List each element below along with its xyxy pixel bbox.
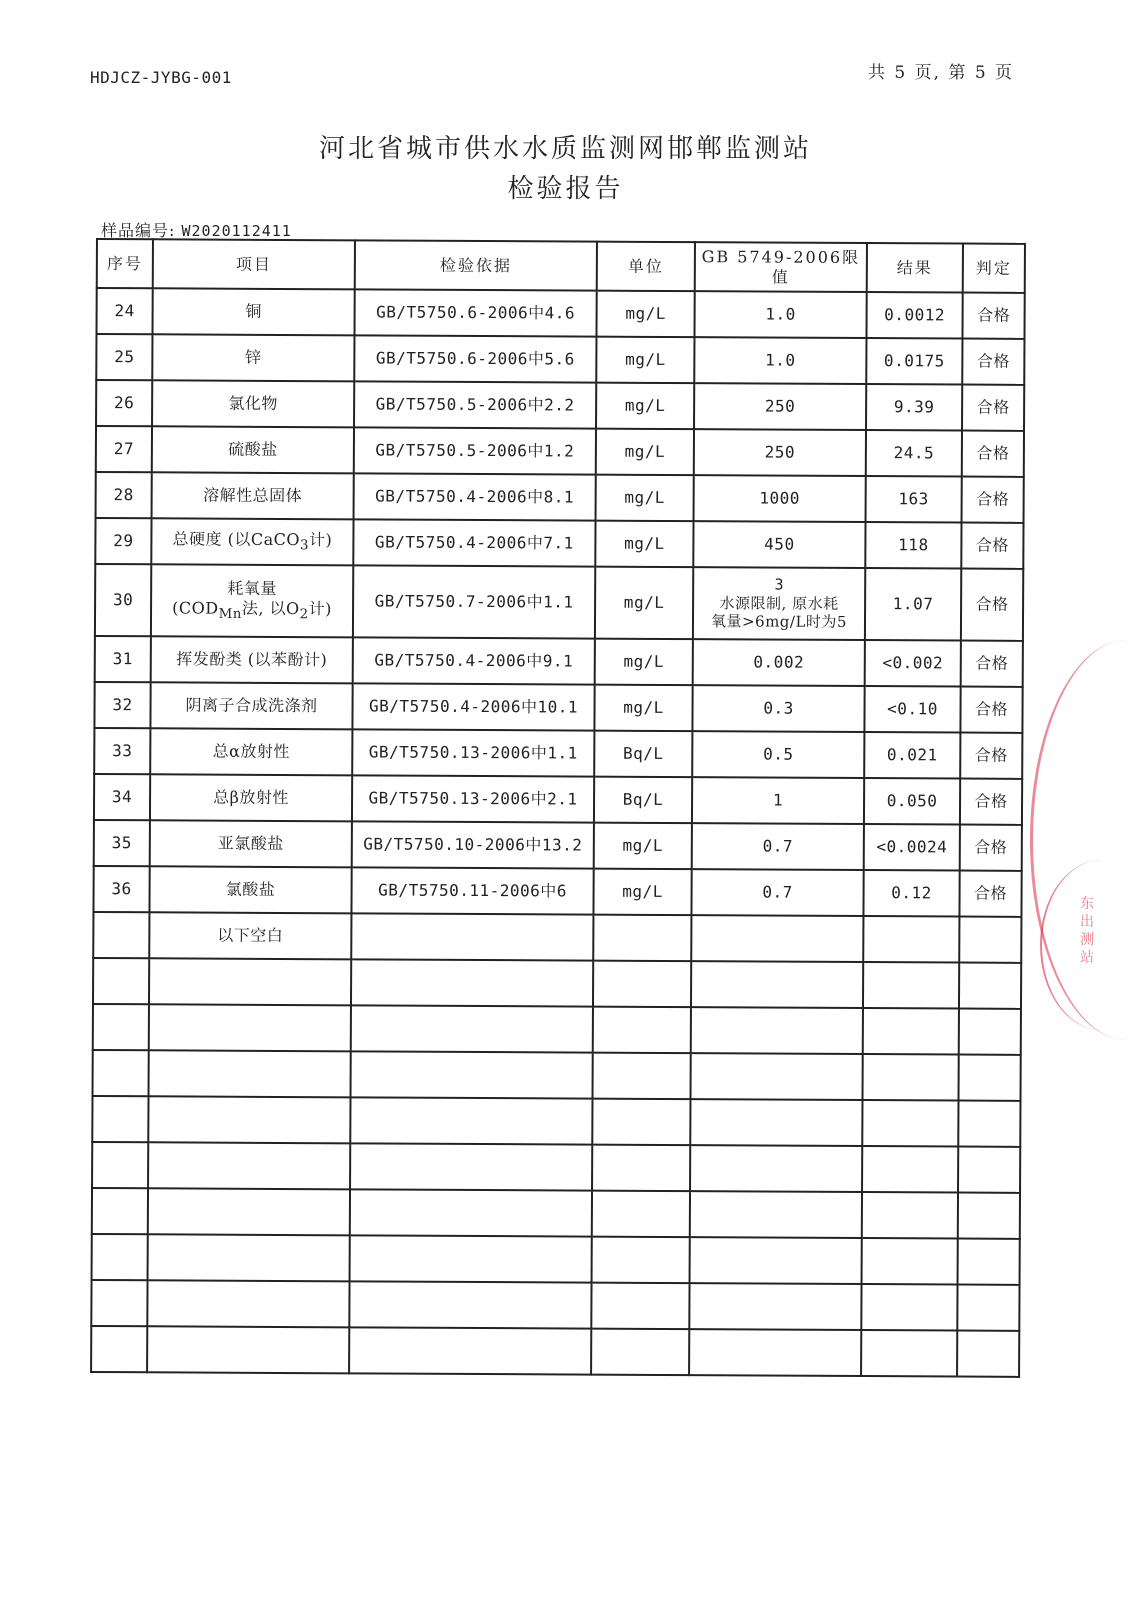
blank-cell	[148, 1188, 350, 1235]
seal-stamp-text: 东 出 测 站	[1080, 896, 1094, 966]
table-row	[95, 518, 1023, 569]
item-subscript: Mn	[218, 606, 242, 622]
row-limit: 1	[692, 777, 864, 824]
blank-cell	[349, 1327, 591, 1374]
row-no: 33	[94, 728, 150, 774]
blank-cell	[91, 1326, 147, 1372]
table-row	[95, 636, 1023, 687]
limit-line: 水源限制, 原水耗	[719, 593, 839, 613]
row-method: GB/T5750.11-2006中6	[351, 867, 593, 914]
item-subscript: 3	[299, 537, 310, 553]
header-limit: GB 5749-2006限值	[695, 242, 867, 292]
blank-cell	[958, 1193, 1020, 1239]
blank-cell	[690, 1053, 862, 1100]
blank-cell	[689, 1329, 861, 1376]
row-unit: mg/L	[595, 639, 693, 686]
blank-cell	[690, 1191, 862, 1238]
blank-cell	[147, 1280, 349, 1327]
row-judge: 合格	[960, 825, 1022, 871]
blank-cell	[351, 1005, 593, 1052]
row-method: GB/T5750.7-2006中1.1	[353, 565, 595, 638]
table-row	[96, 426, 1024, 477]
blank-cell	[93, 1004, 149, 1050]
item-text: (COD	[172, 597, 219, 618]
row-limit: 0.7	[692, 823, 864, 870]
blank-cell	[92, 1188, 148, 1234]
row-unit: mg/L	[596, 383, 694, 430]
row-unit: mg/L	[596, 291, 694, 338]
row-judge: 合格	[962, 477, 1024, 523]
header-judge: 判定	[963, 244, 1025, 293]
blank-cell	[93, 1050, 149, 1096]
blank-cell	[691, 1007, 863, 1054]
table-row	[96, 288, 1024, 339]
header-method: 检验依据	[355, 240, 597, 290]
blank-cell	[593, 1053, 691, 1100]
row-item: 挥发酚类 (以苯酚计)	[151, 636, 353, 683]
blank-note-row	[93, 912, 1021, 963]
table-row	[96, 334, 1024, 385]
row-item: 总α放射性	[150, 728, 352, 775]
blank-cell	[351, 1051, 593, 1098]
blank-cell	[349, 1281, 591, 1328]
row-no: 25	[96, 334, 152, 380]
blank-cell	[959, 1009, 1021, 1055]
blank-cell	[350, 1097, 592, 1144]
blank-cell	[959, 917, 1021, 963]
row-method: GB/T5750.4-2006中7.1	[353, 519, 595, 566]
row-judge: 合格	[959, 871, 1021, 917]
row-item	[151, 518, 353, 565]
row-no: 29	[95, 518, 151, 564]
row-limit: 450	[693, 521, 865, 568]
table-row	[96, 472, 1024, 523]
row-result: 0.021	[864, 732, 960, 779]
item-text: 计)	[308, 529, 333, 549]
empty-row	[91, 1326, 1019, 1377]
row-no: 24	[96, 288, 152, 334]
empty-row	[92, 1188, 1020, 1239]
row-result: 118	[865, 522, 961, 569]
row-unit: mg/L	[596, 475, 694, 522]
row-no: 30	[95, 564, 151, 636]
item-text: 总硬度 (以CaCO	[172, 528, 301, 549]
blank-cell	[957, 1285, 1019, 1331]
blank-cell	[862, 1054, 958, 1101]
row-judge: 合格	[962, 431, 1024, 477]
table-row	[94, 774, 1022, 825]
empty-row	[92, 1142, 1020, 1193]
table-header-row	[97, 239, 1025, 293]
row-result: 0.0175	[866, 338, 962, 385]
blank-cell	[862, 1192, 958, 1239]
row-result: 0.0012	[866, 292, 962, 339]
row-unit: mg/L	[594, 685, 692, 732]
row-limit: 250	[694, 383, 866, 430]
row-method: GB/T5750.5-2006中1.2	[354, 427, 596, 474]
empty-row	[93, 1004, 1021, 1055]
limit-line: 3	[774, 575, 784, 594]
row-unit: Bq/L	[594, 731, 692, 778]
blank-cell	[350, 1143, 592, 1190]
row-limit	[693, 567, 865, 640]
blank-cell	[592, 1145, 690, 1192]
row-item: 锌	[152, 334, 354, 381]
row-item: 总β放射性	[150, 774, 352, 821]
table-row	[94, 682, 1022, 733]
blank-cell	[861, 1330, 957, 1377]
row-limit: 0.5	[692, 731, 864, 778]
blank-cell	[958, 1239, 1020, 1285]
row-item: 亚氯酸盐	[150, 820, 352, 867]
row-no: 28	[96, 472, 152, 518]
row-unit: Bq/L	[594, 777, 692, 824]
table-row	[93, 866, 1021, 917]
blank-cell	[690, 1145, 862, 1192]
header-unit: 单位	[597, 242, 695, 292]
blank-cell	[862, 1238, 958, 1285]
item-formula	[152, 598, 352, 624]
row-no: 27	[96, 426, 152, 472]
empty-row	[93, 958, 1021, 1009]
blank-cell	[958, 1101, 1020, 1147]
blank-cell	[149, 1050, 351, 1097]
blank-cell	[691, 961, 863, 1008]
row-method: GB/T5750.5-2006中2.2	[354, 381, 596, 428]
table-row	[94, 820, 1022, 871]
blank-cell	[863, 916, 959, 963]
blank-cell	[690, 1237, 862, 1284]
blank-cell	[690, 1099, 862, 1146]
row-result: <0.0024	[864, 824, 960, 871]
blank-cell	[148, 1142, 350, 1189]
row-method: GB/T5750.4-2006中10.1	[352, 683, 594, 730]
result-table	[90, 238, 1026, 1378]
row-unit: mg/L	[593, 869, 691, 916]
blank-cell	[351, 959, 593, 1006]
row-judge: 合格	[962, 293, 1024, 339]
row-judge: 合格	[960, 779, 1022, 825]
blank-cell	[863, 1008, 959, 1055]
item-text: 法, 以O	[241, 598, 300, 618]
header-no: 序号	[97, 239, 153, 288]
row-item: 氯酸盐	[149, 866, 351, 913]
row-method: GB/T5750.4-2006中8.1	[354, 473, 596, 520]
row-method: GB/T5750.6-2006中4.6	[354, 289, 596, 336]
row-limit: 0.7	[691, 869, 863, 916]
blank-cell	[92, 1234, 148, 1280]
blank-note: 以下空白	[149, 912, 351, 959]
blank-cell	[92, 1096, 148, 1142]
row-result: 24.5	[866, 430, 962, 477]
row-result: 0.12	[863, 870, 959, 917]
row-no: 35	[94, 820, 150, 866]
report-title-org: 河北省城市供水水质监测网邯郸监测站	[318, 134, 812, 164]
header-result: 结果	[867, 243, 963, 293]
row-unit: mg/L	[596, 337, 694, 384]
blank-cell	[861, 1284, 957, 1331]
blank-cell	[351, 913, 593, 960]
blank-cell	[91, 1280, 147, 1326]
row-unit: mg/L	[594, 823, 692, 870]
item-text: 耗氧量	[227, 578, 277, 598]
blank-cell	[959, 963, 1021, 1009]
seal-stamp-arc	[1030, 640, 1131, 1040]
row-unit: mg/L	[596, 429, 694, 476]
row-result: <0.10	[864, 686, 960, 733]
row-no: 34	[94, 774, 150, 820]
document-code: HDJCZ-JYBG-001	[90, 68, 232, 87]
row-item: 溶解性总固体	[152, 472, 354, 519]
sample-number-label: 样品编号:	[101, 221, 176, 240]
row-judge: 合格	[960, 687, 1022, 733]
blank-cell	[92, 1142, 148, 1188]
row-method: GB/T5750.13-2006中2.1	[352, 775, 594, 822]
empty-row	[93, 1050, 1021, 1101]
row-result: <0.002	[865, 640, 961, 687]
limit-line: 氧量>6mg/L时为5	[710, 612, 848, 632]
blank-cell	[148, 1096, 350, 1143]
blank-cell	[593, 915, 691, 962]
row-judge: 合格	[961, 569, 1023, 641]
row-item: 硫酸盐	[152, 426, 354, 473]
row-item	[151, 564, 353, 637]
blank-cell	[958, 1147, 1020, 1193]
row-limit: 1000	[694, 475, 866, 522]
row-result: 163	[866, 476, 962, 523]
row-judge: 合格	[961, 523, 1023, 569]
table-row	[94, 728, 1022, 779]
blank-cell	[862, 1146, 958, 1193]
header-item: 项目	[153, 239, 355, 289]
blank-cell	[149, 958, 351, 1005]
blank-cell	[93, 958, 149, 1004]
empty-row	[91, 1280, 1019, 1331]
blank-cell	[958, 1055, 1020, 1101]
item-subscript: 2	[299, 606, 309, 622]
sample-number-value: W2020112411	[181, 222, 292, 240]
row-result: 9.39	[866, 384, 962, 431]
empty-row	[92, 1096, 1020, 1147]
blank-cell	[592, 1099, 690, 1146]
item-text: 计)	[308, 598, 332, 618]
blank-cell	[593, 1007, 691, 1054]
blank-cell	[863, 962, 959, 1009]
blank-cell	[147, 1326, 349, 1373]
blank-cell	[591, 1283, 689, 1330]
row-method: GB/T5750.13-2006中1.1	[352, 729, 594, 776]
blank-cell	[592, 1191, 690, 1238]
row-judge: 合格	[961, 641, 1023, 687]
table-row	[96, 380, 1024, 431]
report-title: 检验报告	[507, 174, 624, 204]
row-limit: 1.0	[694, 337, 866, 384]
row-method: GB/T5750.6-2006中5.6	[354, 335, 596, 382]
row-limit: 1.0	[694, 291, 866, 338]
blank-cell	[149, 1004, 351, 1051]
row-no: 32	[94, 682, 150, 728]
row-item: 铜	[152, 288, 354, 335]
row-judge: 合格	[962, 385, 1024, 431]
page-info: 共 5 页, 第 5 页	[868, 63, 1015, 83]
blank-cell	[148, 1234, 350, 1281]
row-method: GB/T5750.10-2006中13.2	[352, 821, 594, 868]
blank-cell	[591, 1329, 689, 1376]
blank-cell	[957, 1331, 1019, 1377]
row-item: 氯化物	[152, 380, 354, 427]
row-limit: 0.002	[693, 639, 865, 686]
blank-cell	[93, 912, 149, 958]
blank-cell	[350, 1235, 592, 1282]
row-no: 31	[95, 636, 151, 682]
blank-cell	[691, 915, 863, 962]
row-judge: 合格	[960, 733, 1022, 779]
blank-cell	[862, 1100, 958, 1147]
row-limit: 250	[694, 429, 866, 476]
row-unit: mg/L	[595, 567, 693, 640]
row-no: 36	[93, 866, 149, 912]
row-judge: 合格	[962, 339, 1024, 385]
blank-cell	[689, 1283, 861, 1330]
blank-cell	[350, 1189, 592, 1236]
row-item: 阴离子合成洗涤剂	[150, 682, 352, 729]
row-unit: mg/L	[595, 521, 693, 568]
row-method: GB/T5750.4-2006中9.1	[353, 637, 595, 684]
row-limit: 0.3	[692, 685, 864, 732]
blank-cell	[592, 1237, 690, 1284]
blank-cell	[593, 961, 691, 1008]
table-row	[95, 564, 1023, 641]
row-result: 1.07	[865, 568, 961, 641]
row-result: 0.050	[864, 778, 960, 825]
row-no: 26	[96, 380, 152, 426]
empty-row	[92, 1234, 1020, 1285]
